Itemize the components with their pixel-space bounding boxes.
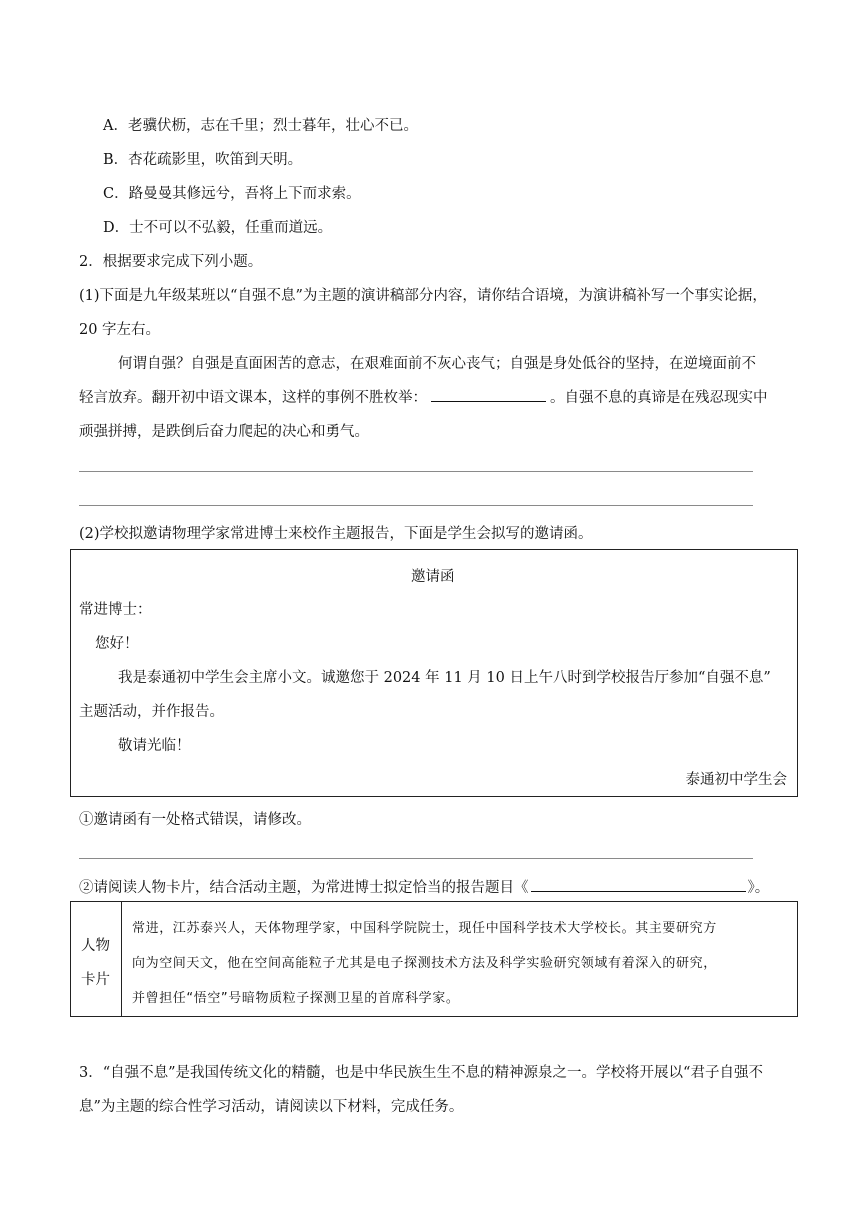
sub-item-2 [79,876,769,897]
sub-item-2-start: ②请阅读人物卡片，结合活动主题，为常进博士拟定恰当的报告题目《 [79,880,529,896]
person-card-header [71,902,122,1016]
invitation-letter-box [70,549,798,797]
letter-greeting: 您好！ [95,636,139,652]
option-c: C．路曼曼其修远兮，吾将上下而求索。 [103,186,361,202]
speech-line-2-end: 。自强不息的真谛是在残忍现实中 [550,390,768,406]
card-text-line3: 并曾担任“悟空”号暗物质粒子探测卫星的首席科学家。 [132,991,460,1006]
option-d: D．士不可以不弘毅，任重而道远。 [103,220,333,236]
sub-question-1-line1: (1)下面是九年级某班以“自强不息”为主题的演讲稿部分内容，请你结合语境，为演讲稿补写一个事实论据， [79,288,767,304]
answer-line[interactable] [79,858,753,859]
sub-question-1-line2: 20 字左右。 [79,322,161,338]
card-header-line2: 卡片 [81,972,110,988]
option-b: B．杏花疏影里，吹笛到天明。 [103,152,303,168]
question-3-line2: 息”为主题的综合性学习活动，请阅读以下材料，完成任务。 [79,1099,464,1115]
card-text-line2: 向为空间天文，他在空间高能粒子尤其是电子探测技术方法及科学实验研究领域有着深入的研究， [132,956,717,971]
letter-body-line2: 主题活动，并作报告。 [79,704,224,720]
option-a: A．老骥伏枥，志在千里；烈士暮年，壮心不已。 [103,118,418,134]
speech-line-1: 何谓自强？自强是直面困苦的意志，在艰难面前不灰心丧气；自强是身处低谷的坚持，在逆境面前不 [118,356,756,372]
question-3-line1: 3．“自强不息”是我国传统文化的精髓，也是中华民族生生不息的精神源泉之一。学校将开展以“君子自强不 [79,1065,763,1081]
sub-item-1: ①邀请函有一处格式错误，请修改。 [79,812,311,828]
fill-in-blank[interactable] [431,387,546,402]
person-card [70,901,798,1017]
speech-line-2-start: 轻言放弃。翻开初中语文课本，这样的事例不胜枚举： [79,390,427,406]
speech-line-2 [79,386,768,407]
letter-salutation: 常进博士： [79,602,152,618]
card-text-line1: 常进，江苏泰兴人，天体物理学家，中国科学院院士，现任中国科学技术大学校长。其主要研究方 [132,921,717,936]
letter-signature: 泰通初中学生会 [685,772,787,788]
answer-line[interactable] [79,505,753,506]
letter-title: 邀请函 [411,569,455,585]
sub-item-2-end: 》。 [747,880,770,896]
speech-line-3: 顽强拼搏，是跌倒后奋力爬起的决心和勇气。 [79,424,369,440]
letter-body-line1: 我是泰通初中学生会主席小文。诚邀您于 2024 年 11 月 10 日上午八时到学校报告厅参加“自强不息” [118,670,771,686]
sub-question-2-intro: (2)学校拟邀请物理学家常进博士来校作主题报告，下面是学生会拟写的邀请函。 [79,526,593,542]
letter-closing: 敬请光临！ [118,738,191,754]
card-header-line1: 人物 [81,938,110,954]
answer-line[interactable] [79,471,753,472]
title-blank[interactable] [531,877,746,892]
question-2-heading: 2．根据要求完成下列小题。 [79,254,263,270]
